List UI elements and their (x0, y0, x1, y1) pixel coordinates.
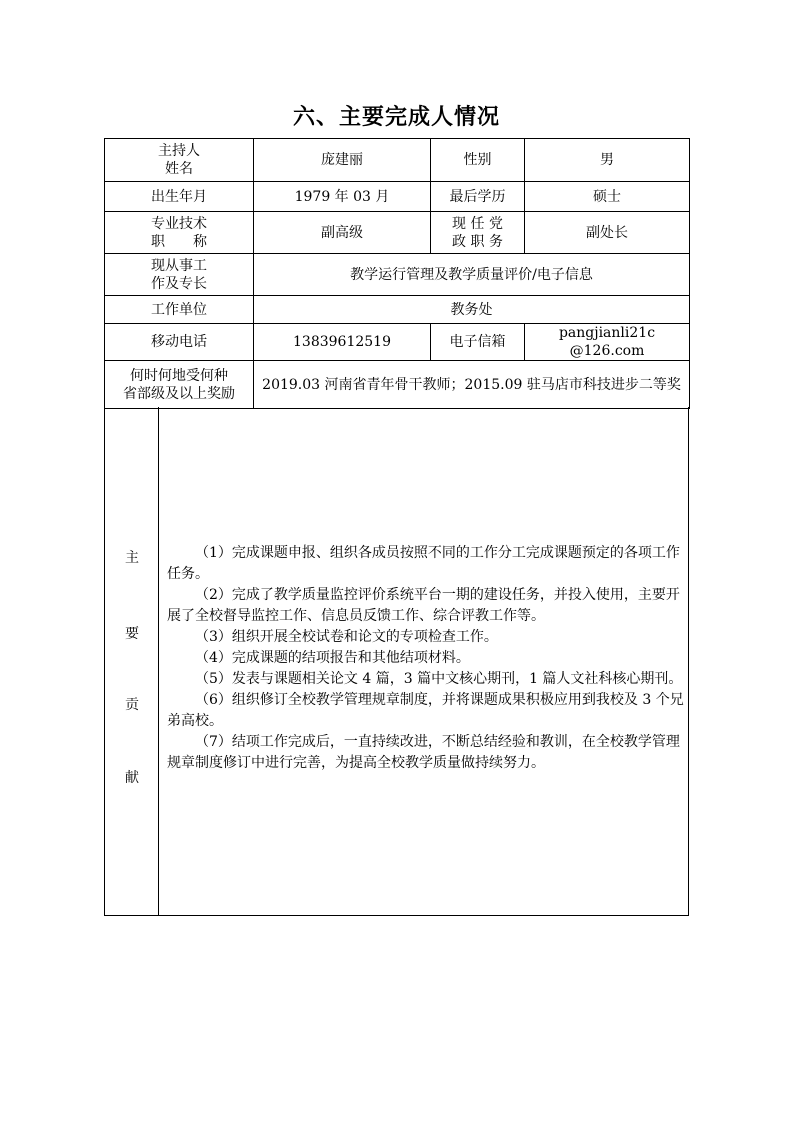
email-value: pangjianli21c @126.com (525, 324, 690, 361)
professional-title-value: 副高级 (254, 212, 431, 254)
work-unit-label: 工作单位 (105, 296, 254, 324)
label-char: 贡 (125, 697, 139, 713)
label-char: 献 (125, 770, 139, 786)
label-char: 主 (125, 550, 139, 566)
page-title: 六、主要完成人情况 (292, 104, 500, 130)
main-contribution-text (167, 543, 687, 774)
contribution-item: （5）发表与课题相关论文 4 篇，3 篇中文核心期刊，1 篇人文社科核心期刊。 (195, 671, 683, 687)
contribution-item: （3）组织开展全校试卷和论文的专项检查工作。 (195, 629, 498, 645)
party-post-label: 现 任 党 政 职 务 (431, 212, 525, 254)
work-unit-value: 教务处 (254, 296, 690, 324)
email-label: 电子信箱 (431, 324, 525, 361)
education-label: 最后学历 (431, 182, 525, 212)
table-row (105, 361, 690, 409)
main-contribution-section (104, 407, 689, 916)
host-name-label: 主持人 姓名 (105, 139, 254, 182)
gender-label: 性别 (431, 139, 525, 182)
table-row (105, 254, 690, 296)
education-value: 硕士 (525, 182, 690, 212)
birth-date-label: 出生年月 (105, 182, 254, 212)
personnel-info-table (104, 138, 690, 409)
contribution-item: （4）完成课题的结项报告和其他结项材料。 (195, 650, 470, 666)
table-row (105, 212, 690, 254)
work-specialty-label: 现从事工 作及专长 (105, 254, 254, 296)
host-name-value: 庞建丽 (254, 139, 431, 182)
professional-title-label: 专业技术 职 称 (105, 212, 254, 254)
label-char: 要 (125, 626, 139, 642)
table-row (105, 296, 690, 324)
contribution-item: （1）完成课题申报、组织各成员按照不同的工作分工完成课题预定的各项工作任务。 (167, 545, 680, 582)
birth-date-value: 1979 年 03 月 (254, 182, 431, 212)
contribution-item: （7）结项工作完成后，一直持续改进，不断总结经验和教训，在全校教学管理规章制度修订中进行完善，为提高全校教学质量做持续努力。 (167, 734, 680, 771)
work-specialty-value: 教学运行管理及教学质量评价/电子信息 (254, 254, 690, 296)
mobile-phone-value: 13839612519 (254, 324, 431, 361)
party-post-value: 副处长 (525, 212, 690, 254)
contribution-item: （2）完成了教学质量监控评价系统平台一期的建设任务，并投入使用，主要开展了全校督导监控工作、信息员反馈工作、综合评教工作等。 (167, 587, 680, 624)
table-row (105, 324, 690, 361)
contribution-item: （6）组织修订全校教学管理规章制度，并将课题成果积极应用到我校及 3 个兄弟高校。 (167, 692, 684, 729)
mobile-phone-label: 移动电话 (105, 324, 254, 361)
gender-value: 男 (525, 139, 690, 182)
awards-value: 2019.03 河南省青年骨干教师；2015.09 驻马店市科技进步二等奖 (254, 361, 690, 409)
table-row (105, 139, 690, 182)
main-contribution-label (105, 407, 159, 915)
awards-label: 何时何地受何种 省部级及以上奖励 (105, 361, 254, 409)
table-row (105, 182, 690, 212)
